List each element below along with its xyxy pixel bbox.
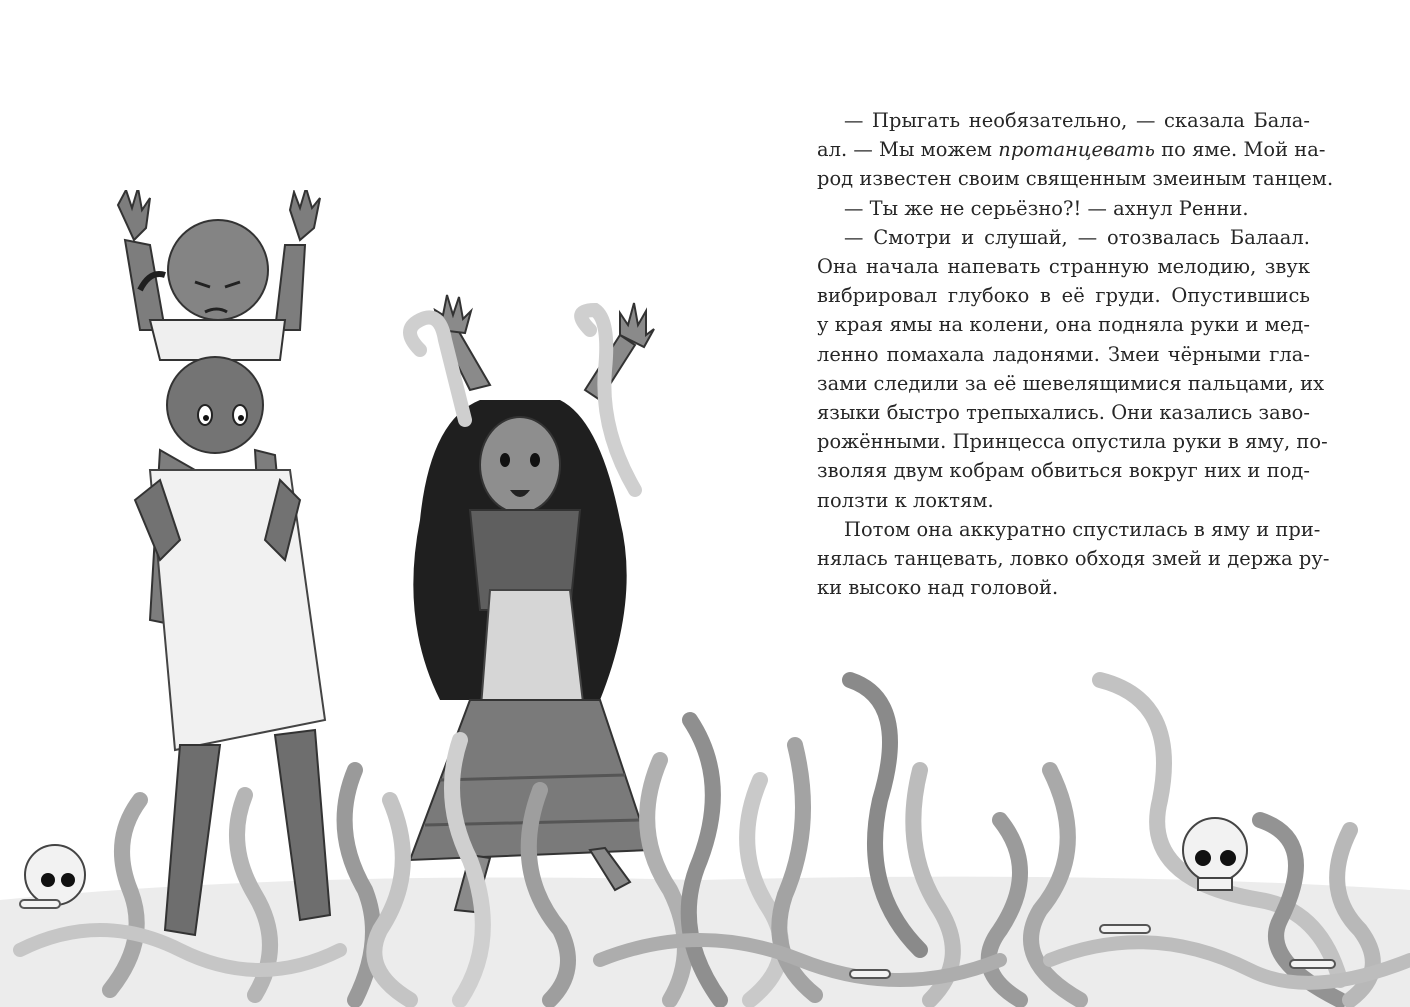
italic-text: протанцевать: [998, 138, 1155, 162]
text-segment: Потом она аккуратно спустилась в яму и при-: [844, 517, 1321, 541]
text-segment: вибрировал глубоко в её груди. Опустившись: [817, 284, 1310, 308]
child-right-hand: [290, 190, 320, 240]
child-left-hand: [118, 190, 150, 240]
text-line: [817, 106, 1310, 135]
text-segment: род известен своим священным змеиным танцем.: [817, 167, 1334, 191]
skull-icon: [25, 845, 85, 905]
text-line: [817, 135, 1326, 164]
text-segment: ал. — Мы можем: [817, 138, 999, 162]
snake-pit-illustration: [0, 190, 1410, 1007]
text-segment: зами следили за её шевелящимися пальцами, их: [817, 371, 1325, 395]
text-segment: зволяя двум кобрам обвиться вокруг них и под-: [817, 459, 1310, 483]
boy-head: [167, 357, 263, 453]
text-segment: ки высоко над головой.: [817, 576, 1059, 600]
child-head: [168, 220, 268, 320]
text-segment: — Прыгать необязательно, — сказала Бала-: [844, 109, 1310, 132]
boy-tunic: [150, 470, 325, 750]
text-segment: по яме. Мой на-: [1154, 138, 1326, 162]
text-segment: языки быстро трепыхались. Они казались заво-: [817, 401, 1310, 425]
text-segment: ленно помахала ладонями. Змеи чёрными гла-: [817, 342, 1310, 366]
text-segment: у края ямы на колени, она подняла руки и мед-: [817, 313, 1310, 337]
boy-carrying-child-figure: [118, 190, 330, 935]
girl-face: [480, 417, 560, 513]
text-segment: — Ты же не серьёзно?! — ахнул Ренни.: [844, 196, 1249, 220]
text-segment: — Смотри и слушай, — отозвалась Балаал.: [844, 225, 1310, 249]
text-segment: нялась танцевать, ловко обходя змей и держа ру-: [817, 547, 1330, 571]
text-segment: ползти к локтям.: [817, 488, 994, 512]
text-segment: рожёнными. Принцесса опустила руки в яму, по-: [817, 430, 1328, 454]
text-segment: Она начала напевать странную мелодию, звук: [817, 255, 1310, 279]
